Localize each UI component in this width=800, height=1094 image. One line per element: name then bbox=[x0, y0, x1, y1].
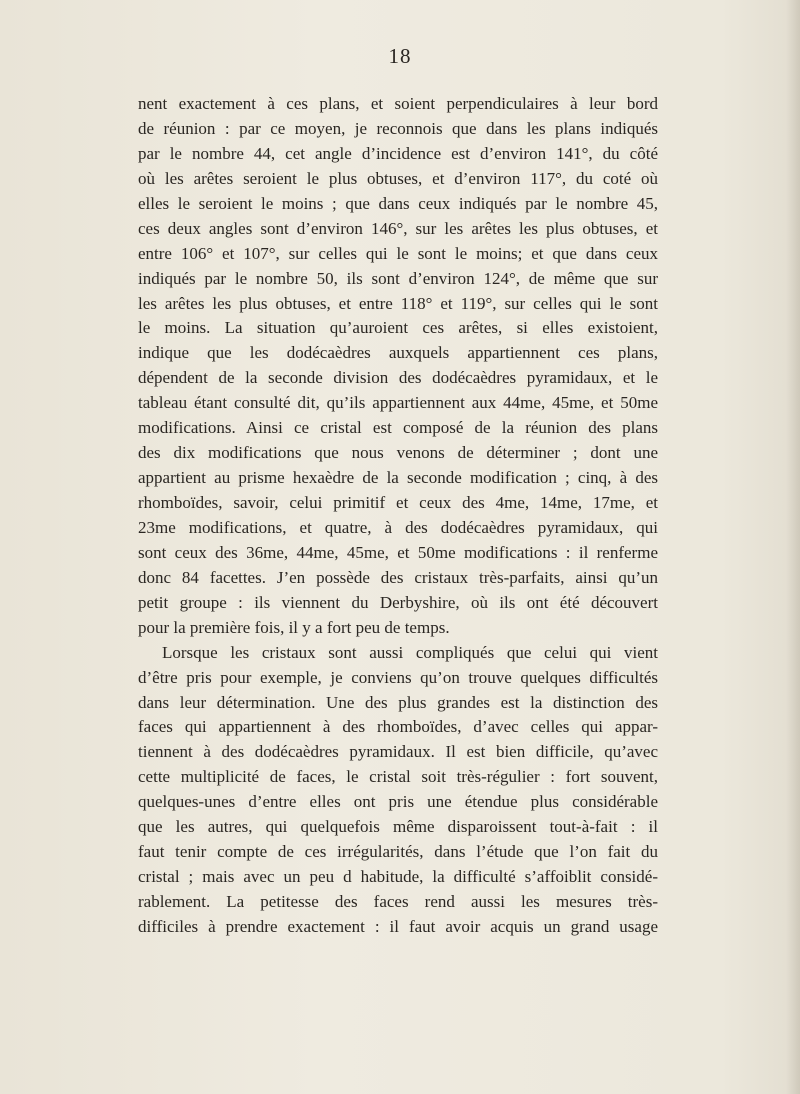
text-line: où les arêtes seroient le plus obtuses, et d’environ 117°, du coté où bbox=[138, 168, 658, 188]
text-line: Lorsque les cristaux sont aussi compliqués que celui qui vient bbox=[162, 642, 658, 662]
text-line: que les autres, qui quelquefois même disparoissent tout-à-fait : il bbox=[138, 817, 658, 837]
text-line: de réunion : par ce moyen, je reconnois que dans les plans indiqués bbox=[138, 118, 658, 138]
page-number: 18 bbox=[388, 44, 412, 68]
text-line: petit groupe : ils viennent du Derbyshire, où ils ont été découvert bbox=[138, 592, 658, 612]
text-line: donc 84 facettes. J’en possède des cristaux très-parfaits, ainsi qu’un bbox=[138, 567, 658, 587]
text-line: faut tenir compte de ces irrégularités, dans l’étude que l’on fait du bbox=[138, 842, 658, 862]
body-text bbox=[138, 92, 658, 940]
text-line: le moins. La situation qu’auroient ces arêtes, si elles existoient, bbox=[138, 318, 658, 338]
page-edge-shadow bbox=[786, 0, 800, 1094]
text-line: appartient au prisme hexaèdre de la seconde modification ; cinq, à des bbox=[138, 468, 658, 488]
text-line: ces deux angles sont d’environ 146°, sur les arêtes les plus obtuses, et bbox=[138, 218, 658, 238]
text-line: des dix modifications que nous venons de déterminer ; dont une bbox=[138, 443, 658, 463]
text-line: dépendent de la seconde division des dodécaèdres pyramidaux, et le bbox=[138, 368, 658, 388]
text-line: cette multiplicité de faces, le cristal soit très-régulier : fort souvent, bbox=[138, 767, 658, 787]
text-line: par le nombre 44, cet angle d’incidence est d’environ 141°, du côté bbox=[138, 143, 658, 163]
text-line: les arêtes les plus obtuses, et entre 118° et 119°, sur celles qui le sont bbox=[138, 293, 658, 313]
text-line: d’être pris pour exemple, je conviens qu’on trouve quelques difficultés bbox=[138, 667, 658, 687]
text-line: difficiles à prendre exactement : il faut avoir acquis un grand usage bbox=[138, 916, 658, 936]
text-line: 23me modifications, et quatre, à des dodécaèdres pyramidaux, qui bbox=[138, 517, 658, 537]
text-line: dans leur détermination. Une des plus grandes est la distinction des bbox=[138, 692, 658, 712]
text-line: nent exactement à ces plans, et soient perpendiculaires à leur bord bbox=[138, 94, 658, 113]
text-line: sont ceux des 36me, 44me, 45me, et 50me modifications : il renferme bbox=[138, 542, 658, 562]
text-line: tableau étant consulté dit, qu’ils appartiennent aux 44me, 45me, et 50me bbox=[138, 393, 658, 413]
text-line: cristal ; mais avec un peu d habitude, la difficulté s’affoiblit considé- bbox=[138, 867, 658, 887]
text-line: tiennent à des dodécaèdres pyramidaux. Il est bien difficile, qu’avec bbox=[138, 742, 658, 762]
text-line: quelques-unes d’entre elles ont pris une étendue plus considérable bbox=[138, 792, 658, 812]
text-line: faces qui appartiennent à des rhomboïdes, d’avec celles qui appar- bbox=[138, 717, 658, 737]
text-line: modifications. Ainsi ce cristal est composé de la réunion des plans bbox=[138, 418, 658, 438]
text-line: entre 106° et 107°, sur celles qui le sont le moins; et que dans ceux bbox=[138, 243, 658, 263]
text-line: pour la première fois, il y a fort peu de temps. bbox=[138, 617, 450, 637]
text-line: indiqués par le nombre 50, ils sont d’environ 124°, de même que sur bbox=[138, 268, 658, 288]
text-line: rablement. La petitesse des faces rend aussi les mesures très- bbox=[138, 892, 658, 911]
text-line: elles le seroient le moins ; que dans ceux indiqués par le nombre 45, bbox=[138, 193, 658, 213]
text-line: indique que les dodécaèdres auxquels appartiennent ces plans, bbox=[138, 343, 658, 363]
text-line: rhomboïdes, savoir, celui primitif et ceux des 4me, 14me, 17me, et bbox=[138, 493, 658, 512]
